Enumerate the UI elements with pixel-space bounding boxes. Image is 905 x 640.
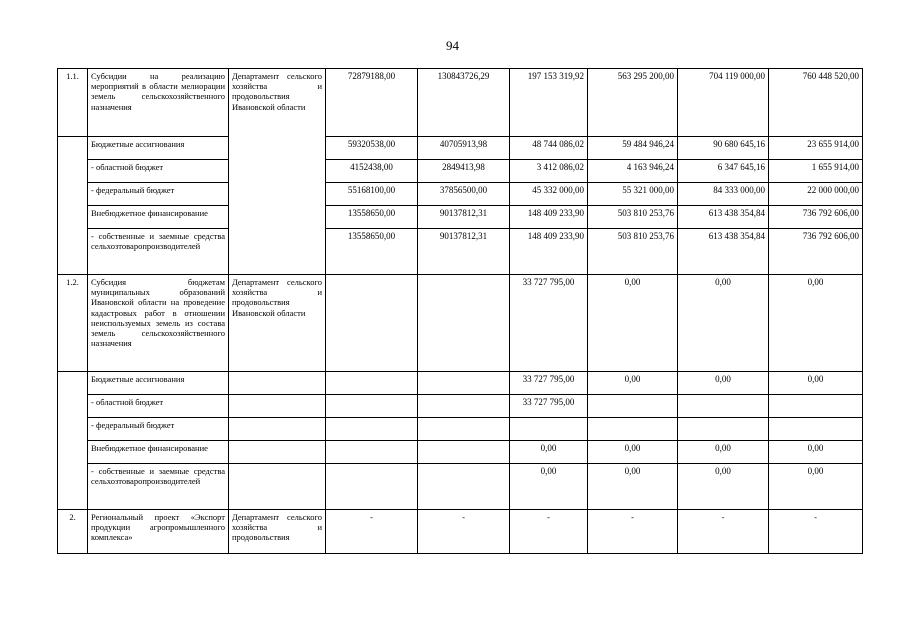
activity-name: Субсидия бюджетам муниципальных образований Ивановской области на проведение кадастровых работ в отношении неиспользуемых земель из состава земель сельскохозяйственного назначения (88, 275, 229, 372)
value-cell: 6 347 645,16 (678, 160, 769, 183)
table-row (58, 275, 863, 372)
value-cell: 13558650,00 (326, 229, 418, 275)
value-cell: 0,00 (769, 441, 863, 464)
value-cell: 704 119 000,00 (678, 69, 769, 137)
value-cell: 3 412 086,02 (510, 160, 588, 183)
value-cell: 148 409 233,90 (510, 206, 588, 229)
row-number-empty (58, 137, 88, 275)
value-cell: - (418, 510, 510, 554)
value-cell: 0,00 (588, 441, 678, 464)
value-cell (326, 464, 418, 510)
value-cell (326, 395, 418, 418)
value-cell: 0,00 (678, 372, 769, 395)
value-cell (678, 418, 769, 441)
table-row (58, 69, 863, 137)
value-cell: - (678, 510, 769, 554)
value-cell: 90137812,31 (418, 229, 510, 275)
value-cell: - (769, 510, 863, 554)
value-cell: 0,00 (588, 275, 678, 372)
value-cell: 4152438,00 (326, 160, 418, 183)
value-cell: 33 727 795,00 (510, 275, 588, 372)
row-number-empty (58, 372, 88, 510)
value-cell (326, 441, 418, 464)
value-cell (418, 441, 510, 464)
value-cell (418, 372, 510, 395)
value-cell: 0,00 (510, 464, 588, 510)
value-cell: 33 727 795,00 (510, 372, 588, 395)
value-cell: 736 792 606,00 (769, 229, 863, 275)
executor-empty (229, 372, 326, 395)
value-cell: - (510, 510, 588, 554)
value-cell (326, 275, 418, 372)
executor: Департамент сельского хозяйства и продовольствия (229, 510, 326, 554)
value-cell: 563 295 200,00 (588, 69, 678, 137)
value-cell: 0,00 (588, 372, 678, 395)
value-cell: 23 655 914,00 (769, 137, 863, 160)
executor-empty (229, 395, 326, 418)
value-cell: 59 484 946,24 (588, 137, 678, 160)
executor-empty (229, 464, 326, 510)
value-cell (326, 372, 418, 395)
value-cell: 736 792 606,00 (769, 206, 863, 229)
value-cell: 503 810 253,76 (588, 229, 678, 275)
value-cell (418, 275, 510, 372)
table-row (58, 464, 863, 510)
value-cell (418, 418, 510, 441)
table-row (58, 183, 863, 206)
value-cell: 613 438 354,84 (678, 229, 769, 275)
activity-name: Бюджетные ассигнования (88, 372, 229, 395)
value-cell: 13558650,00 (326, 206, 418, 229)
value-cell: 33 727 795,00 (510, 395, 588, 418)
table-row (58, 441, 863, 464)
activity-name: - федеральный бюджет (88, 418, 229, 441)
value-cell (418, 464, 510, 510)
table-row (58, 395, 863, 418)
value-cell: 48 744 086,02 (510, 137, 588, 160)
value-cell: - (588, 510, 678, 554)
table-row (58, 510, 863, 554)
value-cell (326, 418, 418, 441)
value-cell (588, 418, 678, 441)
value-cell: 0,00 (678, 464, 769, 510)
value-cell: 55 321 000,00 (588, 183, 678, 206)
value-cell: 72879188,00 (326, 69, 418, 137)
value-cell (678, 395, 769, 418)
activity-name: Внебюджетное финансирование (88, 441, 229, 464)
value-cell: 55168100,00 (326, 183, 418, 206)
value-cell: 760 448 520,00 (769, 69, 863, 137)
executor-empty (229, 418, 326, 441)
value-cell: 90137812,31 (418, 206, 510, 229)
row-number: 2. (58, 510, 88, 554)
activity-name: - областной бюджет (88, 395, 229, 418)
value-cell: 59320538,00 (326, 137, 418, 160)
table-row (58, 160, 863, 183)
executor: Департамент сельского хозяйства и продовольствия Ивановской области (229, 275, 326, 372)
value-cell: 1 655 914,00 (769, 160, 863, 183)
activity-name: Бюджетные ассигнования (88, 137, 229, 160)
value-cell (769, 418, 863, 441)
value-cell: 0,00 (769, 372, 863, 395)
page-number: 94 (446, 38, 459, 53)
value-cell: 2849413,98 (418, 160, 510, 183)
value-cell: 130843726,29 (418, 69, 510, 137)
budget-table (57, 68, 863, 554)
activity-name: Внебюджетное финансирование (88, 206, 229, 229)
value-cell: 37856500,00 (418, 183, 510, 206)
value-cell (769, 395, 863, 418)
value-cell: - (326, 510, 418, 554)
value-cell: 0,00 (588, 464, 678, 510)
table-row (58, 229, 863, 275)
value-cell (588, 395, 678, 418)
row-number: 1.2. (58, 275, 88, 372)
value-cell: 148 409 233,90 (510, 229, 588, 275)
value-cell: 503 810 253,76 (588, 206, 678, 229)
table-row (58, 137, 863, 160)
value-cell: 613 438 354,84 (678, 206, 769, 229)
activity-name: - собственные и заемные средства сельхозтоваропроизводителей (88, 464, 229, 510)
value-cell: 45 332 000,00 (510, 183, 588, 206)
activity-name: Региональный проект «Экспорт продукции агропромышленного комплекса» (88, 510, 229, 554)
activity-name: - областной бюджет (88, 160, 229, 183)
table-row (58, 206, 863, 229)
value-cell: 0,00 (678, 441, 769, 464)
value-cell: 0,00 (769, 275, 863, 372)
executor: Департамент сельского хозяйства и продовольствия Ивановской области (229, 69, 326, 275)
activity-name: - федеральный бюджет (88, 183, 229, 206)
activity-name: Субсидии на реализацию мероприятий в области мелиорации земель сельскохозяйственного назначения (88, 69, 229, 137)
value-cell: 0,00 (510, 441, 588, 464)
value-cell: 4 163 946,24 (588, 160, 678, 183)
table-row (58, 372, 863, 395)
value-cell: 197 153 319,92 (510, 69, 588, 137)
value-cell (418, 395, 510, 418)
table-row (58, 418, 863, 441)
value-cell (510, 418, 588, 441)
executor-empty (229, 441, 326, 464)
value-cell: 0,00 (678, 275, 769, 372)
row-number: 1.1. (58, 69, 88, 137)
value-cell: 0,00 (769, 464, 863, 510)
value-cell: 90 680 645,16 (678, 137, 769, 160)
activity-name: - собственные и заемные средства сельхозтоваропроизводителей (88, 229, 229, 275)
value-cell: 84 333 000,00 (678, 183, 769, 206)
value-cell: 22 000 000,00 (769, 183, 863, 206)
value-cell: 40705913,98 (418, 137, 510, 160)
